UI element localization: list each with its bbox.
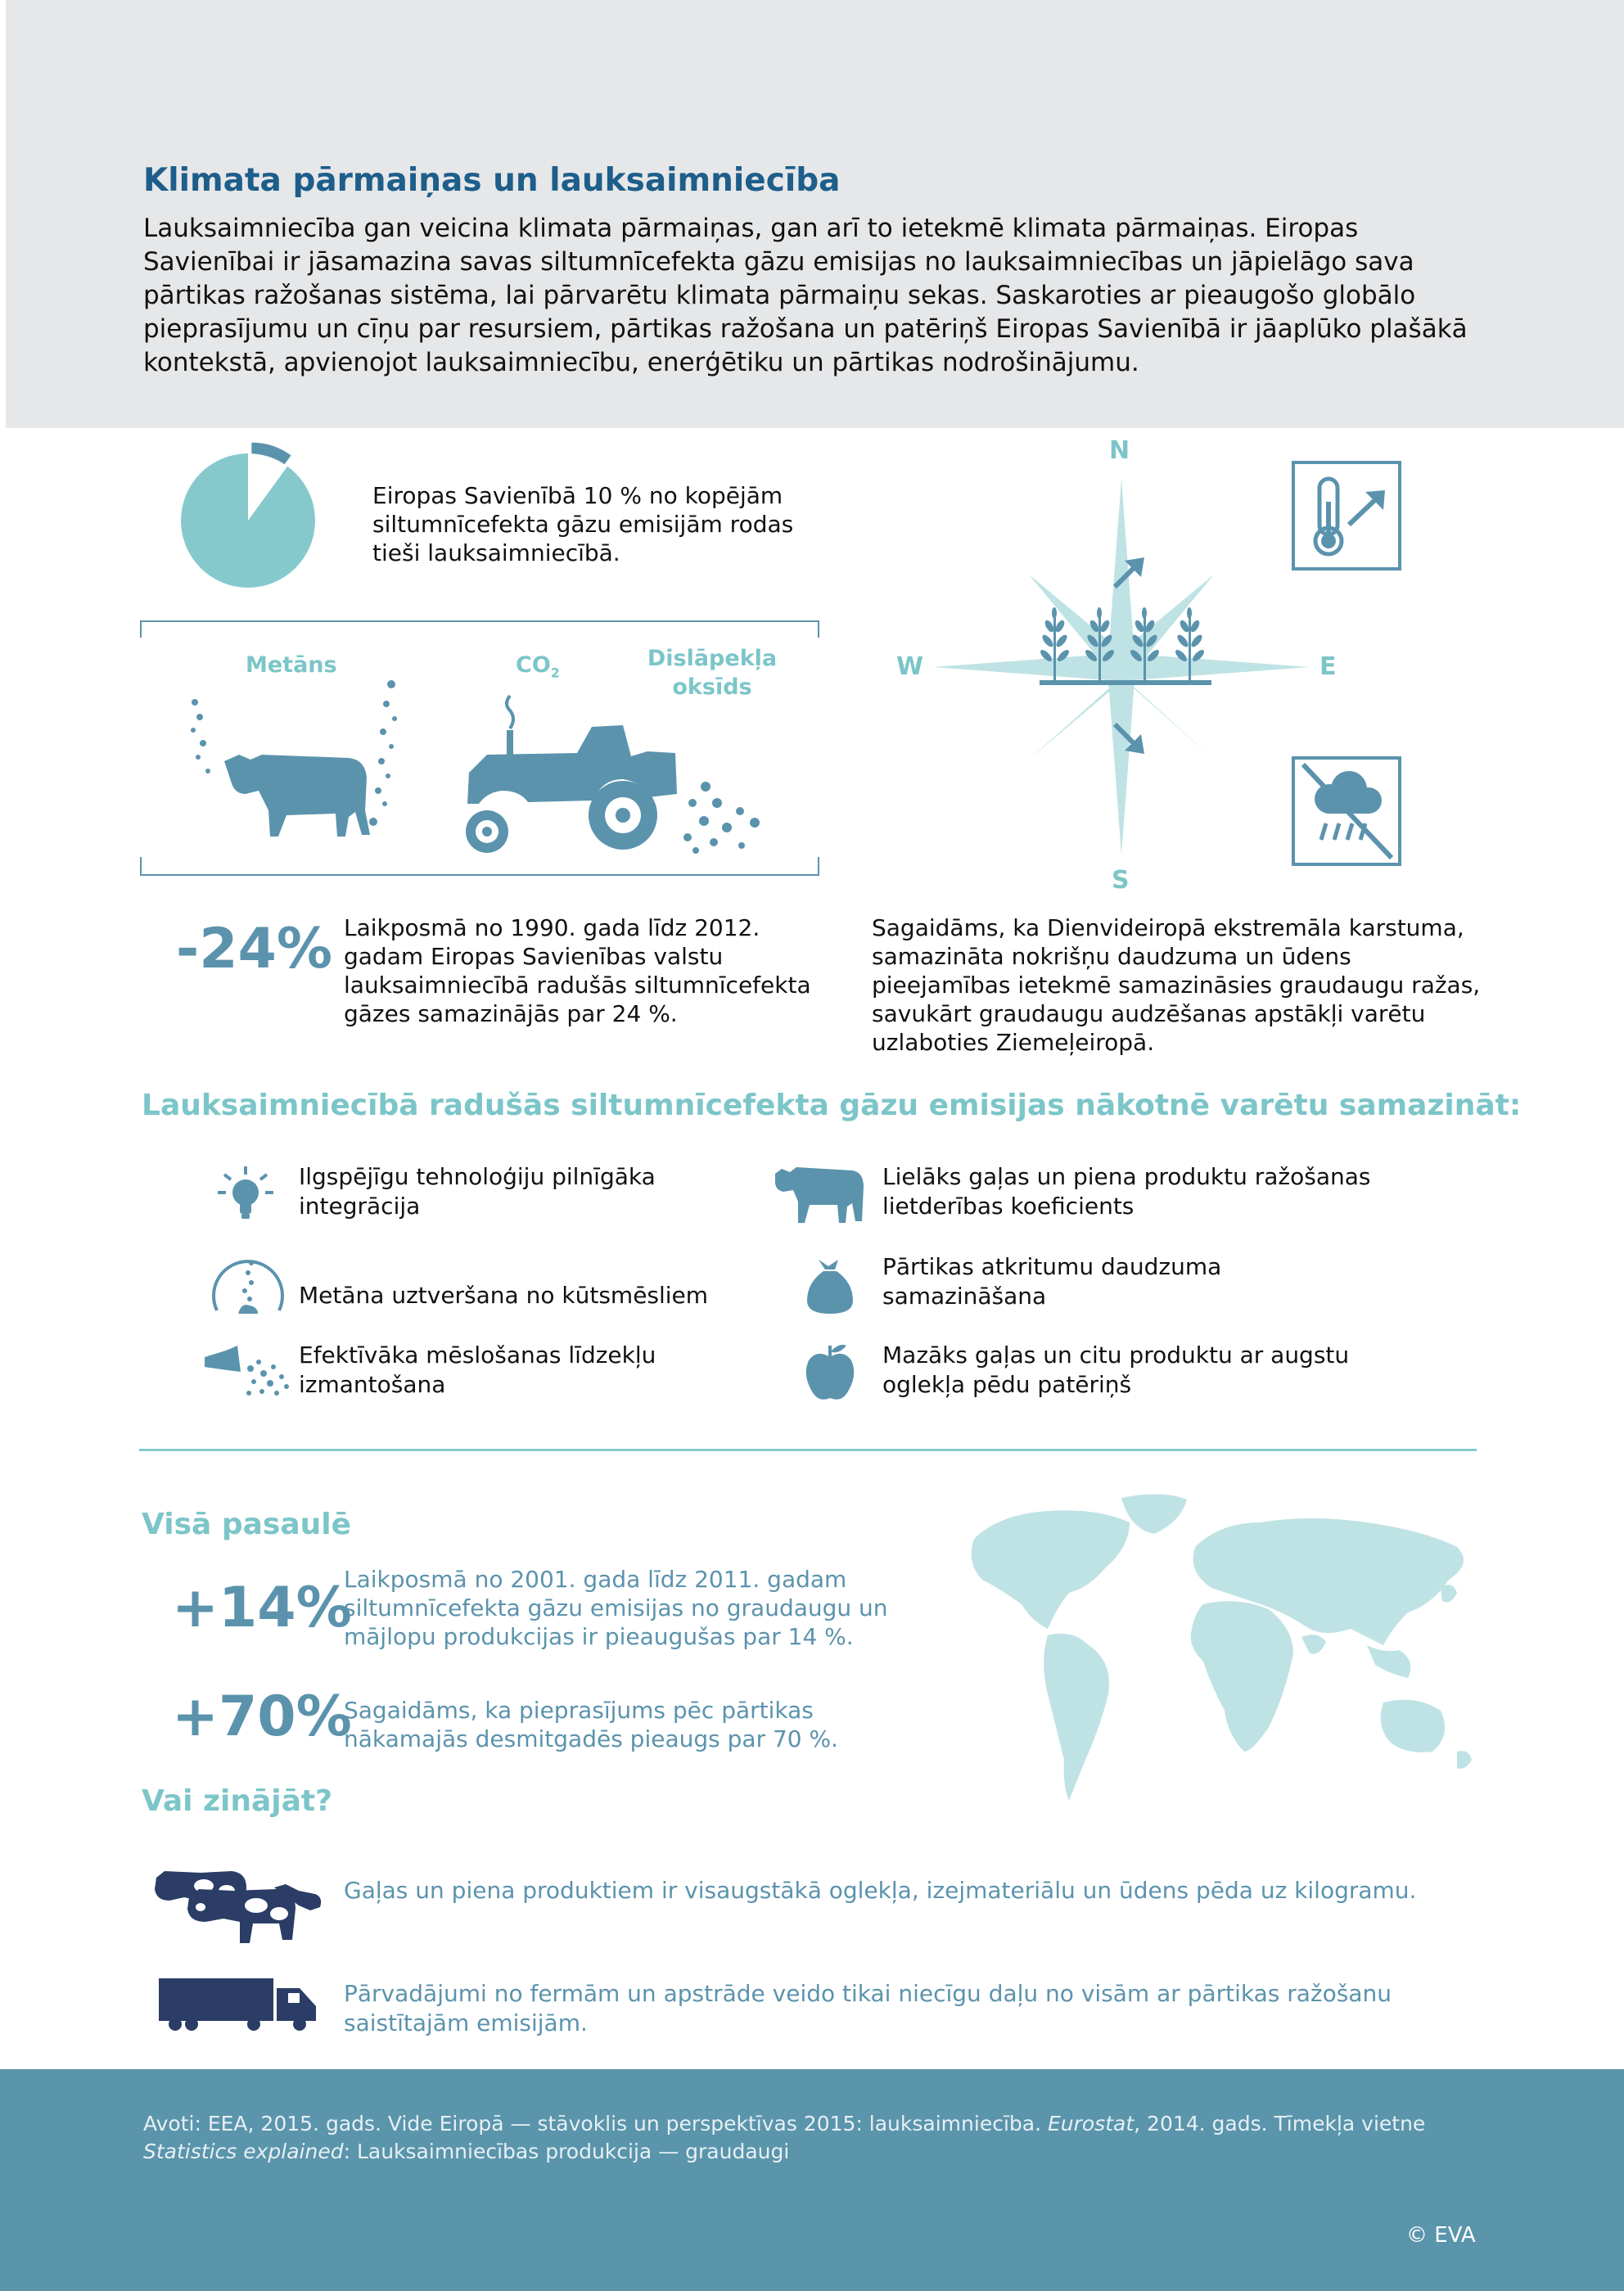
temperature-rise-icon <box>1292 461 1401 570</box>
n2o-dots-icon <box>681 782 771 855</box>
co2-label: $CO_2$ <box>516 652 560 681</box>
copyright: © EVA <box>1406 2223 1476 2248</box>
reduce-item-3: Efektīvāka mēslošanas līdzekļu izmantošana <box>299 1342 656 1398</box>
methane-gauge-icon <box>209 1248 287 1317</box>
reduce-item-1: Ilgspējīgu tehnoloģiju pilnīgāka integrācija <box>299 1163 656 1220</box>
eu-change-value: -24% <box>176 917 332 981</box>
reduce-item-2: Metāna uztveršana no kūtsmēsliem <box>299 1282 709 1309</box>
reduce-item-5: Pārtikas atkritumu daudzuma samazināšana <box>882 1253 1222 1310</box>
cow-icon <box>774 1162 865 1224</box>
world-stat-2-text: Sagaidāms, ka pieprasījums pēc pārtikas nākamajās desmitgadēs pieaugs par 70 %. <box>344 1697 839 1752</box>
world-map-icon <box>925 1490 1482 1842</box>
eu-change-text: Laikposmā no 1990. gada līdz 2012. gadam Eiropas Savienības valstu lauksaimniecībā radušās siltumnīcefekta gāzes samazinājās par 24 %. <box>344 914 811 1027</box>
footer-band <box>0 2069 1624 2291</box>
world-stat-1-text: Laikposmā no 2001. gada līdz 2011. gadam siltumnīcefekta gāzu emisijas no graudaugu un mājlopu produkcijas ir pieaugušas par 14 %. <box>344 1566 888 1650</box>
section-divider <box>139 1449 1477 1451</box>
world-stat-1-value: +14% <box>172 1576 352 1640</box>
compass-s-label: S <box>1112 866 1130 895</box>
compass-e-label: E <box>1320 652 1337 681</box>
truck-icon <box>156 1977 319 2034</box>
pie-chart <box>176 442 323 598</box>
reduce-item-6: Mazāks gaļas un citu produktu ar augstu oglekļa pēdu patēriņš <box>882 1342 1350 1398</box>
did-you-know-heading: Vai zinājāt? <box>142 1784 332 1818</box>
reduce-item-4: Lielāks gaļas un piena produktu ražošanas lietderības koeficients <box>882 1163 1371 1220</box>
n2o-label: Dislāpekļa oksīds <box>647 646 778 700</box>
compass-text: Sagaidāms, ka Dienvideiropā ekstremāla karstuma, samazināta nokrišņu daudzuma un ūdens pieejamības ietekmē samazināsies graudaugu ražas, savukārt graudaugu audzēšanas apstākļi varētu uzlaboties Ziemeļeiropā. <box>872 914 1481 1056</box>
fact-1: Gaļas un piena produktiem ir visaugstākā oglekļa, izejmateriālu un ūdens pēda uz kilogramu. <box>344 1877 1417 1904</box>
world-heading: Visā pasaulē <box>142 1508 351 1541</box>
page-title: Klimata pārmaiņas un lauksaimniecība <box>143 162 841 199</box>
compass-rose-icon <box>933 479 1310 855</box>
apple-icon <box>804 1342 856 1403</box>
compass-n-label: N <box>1109 436 1130 465</box>
reduced-rainfall-icon <box>1292 756 1401 866</box>
intro-paragraph: Lauksaimniecība gan veicina klimata pārmaiņas, gan arī to ietekmē klimata pārmaiņas. Eiropas Savienībai ir jāsamazina savas siltumnīcefekta gāzu emisijas no lauksaimniecības un jāpielāgo sava pārtikas ražošanas sistēma, lai pārvarētu klimata pārmaiņu sekas. Saskaroties ar pieaugošo globālo pieprasījumu un cīņu par resursiem, pārtikas ražošana un patēriņš Eiropas Savienībā ir jāaplūko plašākā kontekstā, apvienojot lauksaimniecību, enerģētiku un pārtikas nodrošinājumu. <box>143 214 1468 377</box>
cows-icon <box>151 1865 323 1946</box>
fact-2: Pārvadājumi no fermām un apstrāde veido tikai niecīgu daļu no visām ar pārtikas ražošanu saistītajām emisijām. <box>344 1980 1392 2036</box>
sources-text: Avoti: EEA, 2015. gads. Vide Eiropā — stāvoklis un perspektīvas 2015: lauksaimniecība. Eurostat, 2014. gads. Tīmekļa vietne Statistics explained: Lauksaimniecības produkcija — graudaugi <box>143 2112 1426 2163</box>
fertilizer-spreader-icon <box>205 1342 295 1403</box>
world-stat-2-value: +70% <box>172 1684 352 1749</box>
cow-methane-icon <box>188 679 409 851</box>
lightbulb-icon <box>214 1165 277 1222</box>
methane-label: Metāns <box>246 652 337 678</box>
reduce-heading: Lauksaimniecībā radušās siltumnīcefekta gāzu emisijas nākotnē varētu samazināt: <box>142 1089 1522 1122</box>
tractor-icon <box>462 694 683 858</box>
waste-bag-icon <box>804 1256 856 1315</box>
pie-text: Eiropas Savienībā 10 % no kopējām siltumnīcefekta gāzu emisijām rodas tieši lauksaimniecībā. <box>372 482 794 566</box>
compass-w-label: W <box>896 652 924 681</box>
